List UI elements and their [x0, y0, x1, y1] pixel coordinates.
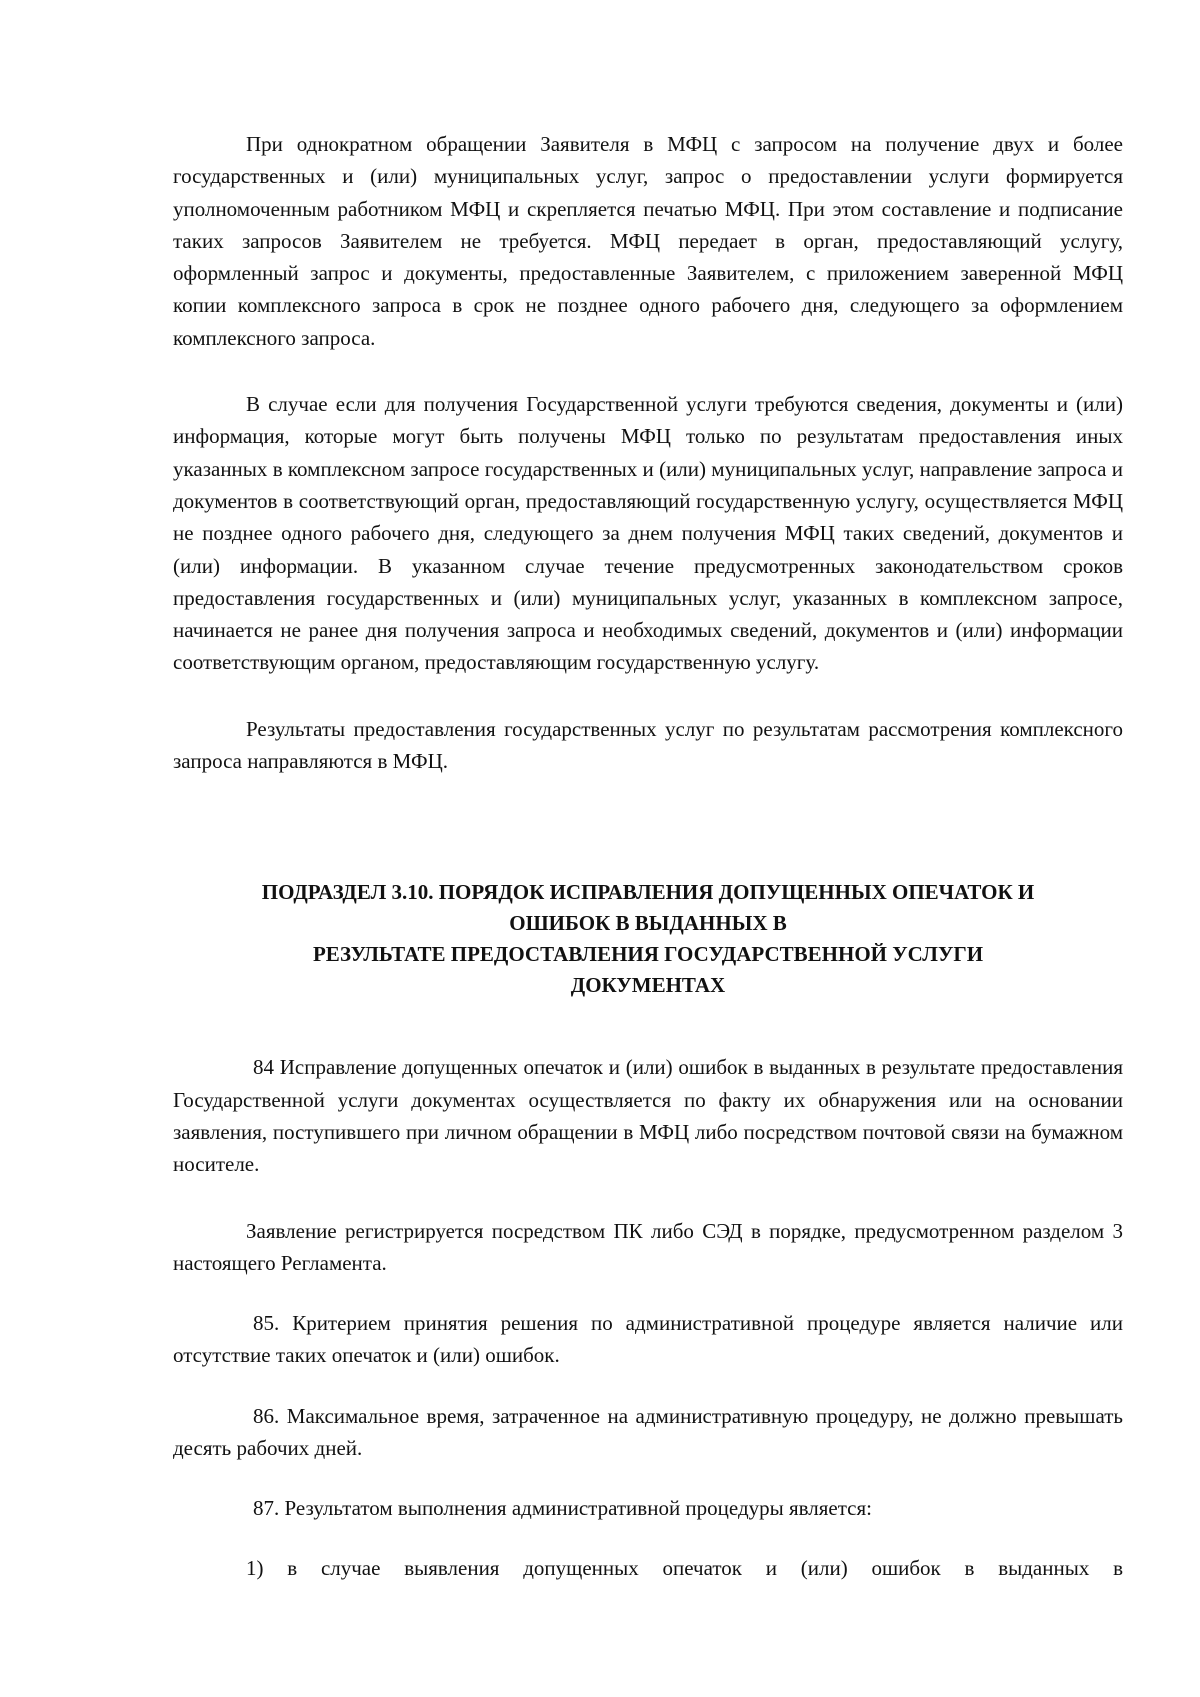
paragraph-item-85: 85. Критерием принятия решения по административной процедуре является наличие или отсутствие таких опечаток и (или) ошибок. [173, 1311, 1123, 1368]
list-item-1: 1) в случае выявления допущенных опечаток и (или) ошибок в выданных в [246, 1555, 1123, 1580]
paragraph-results: Результаты предоставления государственных услуг по результатам рассмотрения комплексного запроса направляются в МФЦ. [173, 716, 1123, 774]
section-heading-line: ПОДРАЗДЕЛ 3.10. ПОРЯДОК ИСПРАВЛЕНИЯ ДОПУЩЕННЫХ ОПЕЧАТОК И [261, 880, 1035, 905]
paragraph-registration: Заявление регистрируется посредством ПК либо СЭД в порядке, предусмотренном разделом 3 настоящего Регламента. [173, 1218, 1123, 1275]
paragraph-mfc-dependency: В случае если для получения Государственной услуги требуются сведения, документы и (или) информация, которые могут быть получены МФЦ только по результатам предоставления иных указанных в комплексном запросе государственных и (или) муниципальных услуг, направление запроса и документов в соответствующий орган, предоставляющий государственную услугу, осуществляется МФЦ не позднее одного рабочего дня, следующего за днем получения МФЦ таких сведений, документов и (или) информации. В указанном случае течение предусмотренных законодательством сроков предоставления государственных и (или) муниципальных услуг, указанных в комплексном запросе, начинается не ранее дня получения запроса и необходимых сведений, документов и (или) информации соответствующим органом, предоставляющим государственную услугу. [173, 392, 1123, 675]
section-heading-line: ДОКУМЕНТАХ [570, 973, 726, 998]
paragraph-complex-request: При однократном обращении Заявителя в МФЦ с запросом на получение двух и более государственных и (или) муниципальных услуг, запрос о предоставлении услуги формируется уполномоченным работником МФЦ и скрепляется печатью МФЦ. При этом составление и подписание таких запросов Заявителем не требуется. МФЦ передает в орган, предоставляющий услугу, оформленный запрос и документы, предоставленные Заявителем, с приложением заверенной МФЦ копии комплексного запроса в срок не позднее одного рабочего дня, следующего за оформлением комплексного запроса. [173, 132, 1123, 350]
paragraph-item-86: 86. Максимальное время, затраченное на административную процедуру, не должно превышать десять рабочих дней. [173, 1403, 1123, 1461]
paragraph-item-84: 84 Исправление допущенных опечаток и (или) ошибок в выданных в результате предоставления Государственной услуги документах осуществляется по факту их обнаружения или на основании заявления, поступившего при личном обращении в МФЦ либо посредством почтовой связи на бумажном носителе. [173, 1055, 1123, 1177]
section-heading-line: ОШИБОК В ВЫДАННЫХ В [509, 911, 787, 936]
document-page [173, 128, 1123, 1584]
section-heading [173, 877, 1123, 1001]
paragraph-item-87: 87. Результатом выполнения административной процедуры является: [253, 1496, 872, 1521]
section-heading-line: РЕЗУЛЬТАТЕ ПРЕДОСТАВЛЕНИЯ ГОСУДАРСТВЕННОЙ УСЛУГИ [312, 942, 984, 967]
